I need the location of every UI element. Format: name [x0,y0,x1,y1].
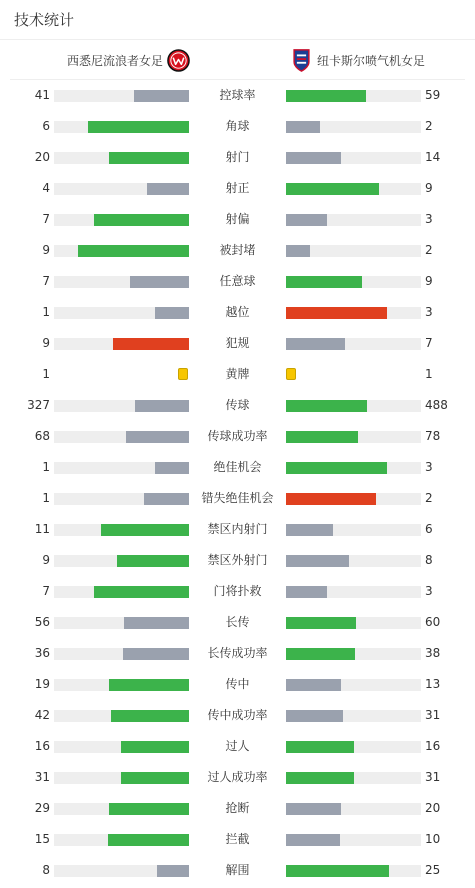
stat-row [0,700,475,731]
home-stat-value: 327 [27,398,50,412]
away-stat-value: 3 [425,305,433,319]
stat-row [0,80,475,111]
away-stat-bar [286,555,421,567]
away-stat-bar-fill [286,90,366,102]
home-stat-bar [54,307,189,319]
away-stat-value: 31 [425,708,441,722]
away-stat-bar-fill [286,152,341,164]
home-stat-bar-fill [101,524,189,536]
away-stat-bar-fill [286,183,379,195]
away-stat-bar [286,586,421,598]
stat-label: 过人 [225,739,250,753]
home-stat-bar [54,152,189,164]
home-stat-bar-fill [94,214,189,226]
away-stat-bar [286,834,421,846]
stat-label: 射门 [225,150,250,164]
away-stat-bar-fill [286,586,327,598]
away-stat-bar [286,462,421,474]
away-stat-bar-fill [286,245,310,257]
away-stat-bar [286,493,421,505]
home-stat-value: 7 [42,212,50,226]
home-stat-value: 9 [42,553,50,567]
home-stat-value: 36 [34,646,50,660]
home-stat-value: 9 [42,336,50,350]
stat-row [0,731,475,762]
home-stat-bar [54,586,189,598]
home-stat-bar-fill [126,431,189,443]
away-stat-bar-fill [286,276,362,288]
home-team-logo-icon [167,49,190,72]
home-stat-bar [54,90,189,102]
stat-label: 长传 [225,615,250,629]
home-stat-bar [54,648,189,660]
stat-label: 角球 [225,119,250,133]
home-stat-bar [54,214,189,226]
away-stat-bar-fill [286,431,358,443]
stat-row [0,297,475,328]
home-stat-bar-fill [88,121,189,133]
away-stat-bar-fill [286,679,341,691]
home-stat-bar-fill [109,152,189,164]
away-stat-value: 7 [425,336,433,350]
away-stat-bar-fill [286,524,333,536]
stat-label: 抢断 [225,801,250,815]
home-yellow-card-icon [178,368,188,380]
stat-label: 解围 [225,863,250,877]
away-stat-bar [286,307,421,319]
home-stat-value: 1 [42,460,50,474]
home-stat-value: 8 [42,863,50,877]
home-stat-bar [54,555,189,567]
home-stat-bar [54,276,189,288]
home-stat-value: 42 [34,708,50,722]
home-stat-bar-fill [130,276,189,288]
away-stat-bar [286,183,421,195]
away-stat-bar-fill [286,214,327,226]
away-yellow-card-icon [286,368,296,380]
home-stat-bar-fill [155,307,189,319]
home-stat-bar-fill [113,338,189,350]
home-stat-bar [54,834,189,846]
stat-label: 越位 [225,305,250,319]
away-stat-value: 14 [425,150,441,164]
stat-row [0,390,475,421]
away-stat-bar [286,710,421,722]
home-stat-value: 7 [42,274,50,288]
away-stat-value: 2 [425,491,433,505]
home-stat-bar [54,183,189,195]
away-stat-bar [286,803,421,815]
stat-label: 被封堵 [219,243,256,257]
away-stat-value: 38 [425,646,441,660]
home-stat-bar [54,772,189,784]
stat-label: 绝佳机会 [213,460,262,474]
away-stat-value: 488 [425,398,448,412]
away-stat-value: 3 [425,212,433,226]
home-stat-value: 1 [42,367,50,381]
stat-label: 长传成功率 [207,646,268,660]
away-stat-bar [286,431,421,443]
away-stat-value: 3 [425,460,433,474]
home-stat-bar-fill [78,245,189,257]
home-stat-bar [54,865,189,877]
stat-row [0,576,475,607]
stat-label: 过人成功率 [207,770,268,784]
stat-label: 任意球 [219,274,256,288]
home-stat-bar-fill [94,586,189,598]
home-stat-bar-fill [111,710,189,722]
home-stat-bar-fill [117,555,189,567]
home-stat-value: 11 [34,522,50,536]
away-stat-bar [286,865,421,877]
home-stat-value: 1 [42,305,50,319]
stat-row [0,421,475,452]
home-stat-value: 20 [34,150,50,164]
home-stat-value: 19 [34,677,50,691]
stat-row [0,204,475,235]
stat-label: 射偏 [225,212,250,226]
home-stat-bar [54,679,189,691]
stat-row [0,452,475,483]
home-stat-value: 29 [34,801,50,815]
stat-row [0,514,475,545]
stat-row [0,235,475,266]
away-team[interactable] [292,40,425,80]
home-stat-bar-fill [135,400,189,412]
away-stat-value: 3 [425,584,433,598]
home-stat-value: 4 [42,181,50,195]
away-team-name: 纽卡斯尔喷气机女足 [317,53,426,68]
home-stat-bar [54,524,189,536]
away-stat-bar-fill [286,307,387,319]
away-stat-bar-fill [286,741,354,753]
stat-label: 传中 [225,677,250,691]
away-stat-bar [286,276,421,288]
stat-label: 犯规 [225,336,250,350]
home-stat-value: 7 [42,584,50,598]
page-title: 技术统计 [14,11,75,29]
stat-row [0,328,475,359]
stat-label: 禁区内射门 [207,522,268,536]
away-stat-bar-fill [286,400,367,412]
away-stat-bar [286,741,421,753]
away-stat-bar [286,524,421,536]
home-stat-value: 15 [34,832,50,846]
away-stat-value: 59 [425,88,441,102]
stat-row [0,483,475,514]
home-stat-value: 1 [42,491,50,505]
away-team-logo-icon [292,48,311,72]
away-stat-bar [286,648,421,660]
home-stat-bar-fill [108,834,189,846]
away-stat-value: 13 [425,677,441,691]
away-stat-bar [286,152,421,164]
header-bar [0,0,475,40]
home-stat-value: 68 [34,429,50,443]
away-stat-bar-fill [286,865,389,877]
away-stat-value: 2 [425,119,433,133]
stat-row [0,173,475,204]
home-team[interactable] [67,40,190,80]
away-stat-value: 9 [425,274,433,288]
away-stat-value: 20 [425,801,441,815]
away-stat-value: 16 [425,739,441,753]
stat-row [0,111,475,142]
away-stat-bar-fill [286,617,356,629]
away-stat-bar [286,214,421,226]
stat-row [0,142,475,173]
home-stat-value: 16 [34,739,50,753]
stat-row [0,669,475,700]
away-stat-value: 25 [425,863,441,877]
home-stat-bar [54,617,189,629]
away-stat-bar [286,772,421,784]
away-stat-bar-fill [286,121,320,133]
away-stat-bar [286,679,421,691]
home-stat-bar-fill [155,462,189,474]
stat-row [0,545,475,576]
away-stat-bar-fill [286,648,355,660]
teams-header [10,40,465,80]
home-stat-bar [54,400,189,412]
home-stat-bar [54,245,189,257]
stat-label: 拦截 [225,832,250,846]
stat-row [0,793,475,824]
away-stat-value: 78 [425,429,441,443]
away-stat-value: 1 [425,367,433,381]
stat-row [0,607,475,638]
home-stat-bar-fill [121,772,189,784]
away-stat-bar-fill [286,803,341,815]
stat-row [0,638,475,669]
away-stat-value: 10 [425,832,441,846]
away-stat-bar-fill [286,338,345,350]
away-stat-value: 8 [425,553,433,567]
stat-label: 射正 [225,181,250,195]
stat-label: 传中成功率 [207,708,268,722]
stat-row [0,359,475,390]
away-stat-bar-fill [286,462,387,474]
away-stat-bar-fill [286,772,354,784]
away-stat-bar-fill [286,493,376,505]
away-stat-value: 60 [425,615,441,629]
stat-label: 禁区外射门 [207,553,268,567]
away-stat-bar [286,121,421,133]
home-stat-bar-fill [109,679,189,691]
home-stat-value: 6 [42,119,50,133]
home-stat-value: 31 [34,770,50,784]
home-stat-bar-fill [157,865,189,877]
home-stat-bar [54,462,189,474]
away-stat-bar [286,400,421,412]
away-stat-bar-fill [286,834,340,846]
stat-label: 控球率 [219,88,256,102]
away-stat-value: 2 [425,243,433,257]
stat-label: 黄牌 [225,367,250,381]
away-stat-bar [286,338,421,350]
away-stat-bar-fill [286,555,349,567]
home-stat-bar [54,431,189,443]
stat-row [0,266,475,297]
away-stat-value: 6 [425,522,433,536]
home-stat-bar [54,121,189,133]
stat-label: 传球成功率 [207,429,268,443]
home-team-name: 西悉尼流浪者女足 [66,53,163,68]
home-stat-bar-fill [109,803,189,815]
stat-row [0,855,475,886]
stat-row [0,824,475,855]
home-stat-value: 41 [34,88,50,102]
away-stat-bar [286,90,421,102]
home-stat-bar [54,803,189,815]
home-stat-value: 56 [34,615,50,629]
stat-label: 错失绝佳机会 [201,491,274,505]
stat-row [0,762,475,793]
away-stat-bar-fill [286,710,343,722]
home-stat-bar-fill [123,648,189,660]
home-stat-bar-fill [147,183,189,195]
away-stat-bar [286,617,421,629]
stat-label: 传球 [225,398,250,412]
home-stat-bar [54,741,189,753]
away-stat-value: 9 [425,181,433,195]
home-stat-bar-fill [144,493,189,505]
home-stat-bar-fill [134,90,189,102]
home-stat-bar [54,338,189,350]
away-stat-bar [286,245,421,257]
home-stat-bar-fill [124,617,189,629]
home-stat-value: 9 [42,243,50,257]
home-stat-bar [54,493,189,505]
home-stat-bar [54,710,189,722]
stat-label: 门将扑救 [213,584,262,598]
home-stat-bar-fill [121,741,189,753]
away-stat-value: 31 [425,770,441,784]
